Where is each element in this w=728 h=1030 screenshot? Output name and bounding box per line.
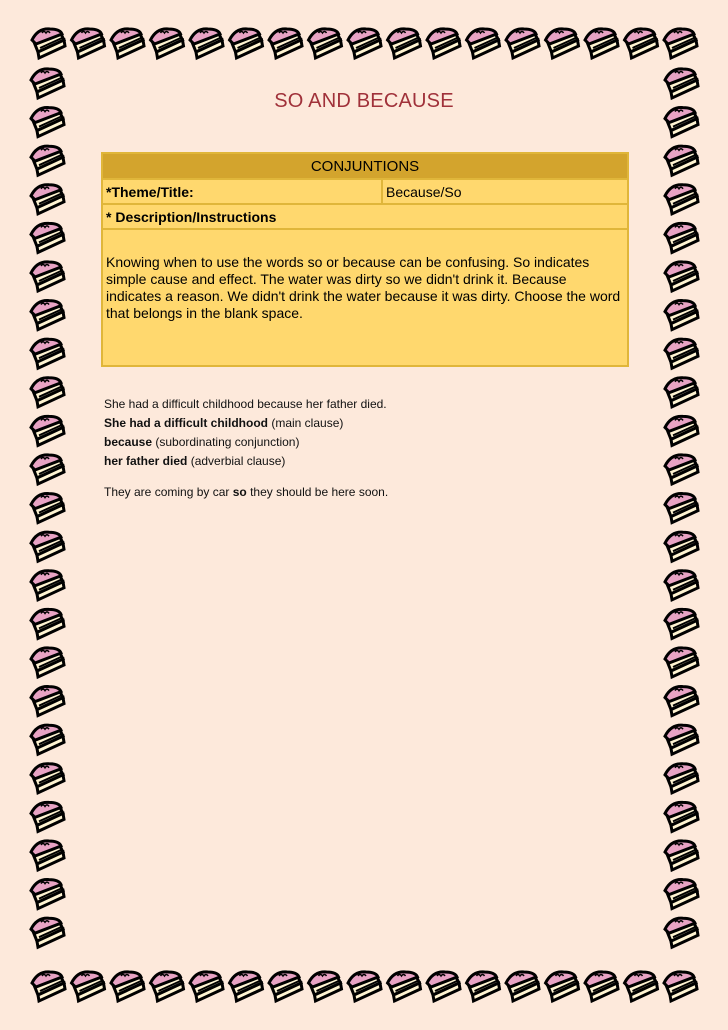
cake-slice-icon (665, 416, 698, 445)
cake-slice-icon (190, 972, 223, 1001)
theme-label: *Theme/Title: (102, 179, 382, 204)
cake-slice-icon (31, 146, 64, 175)
main-clause: She had a difficult childhood (104, 416, 268, 430)
cake-slice-icon (31, 339, 64, 368)
cake-slice-icon (31, 725, 64, 754)
info-table (101, 152, 629, 367)
cake-slice-icon (665, 223, 698, 252)
cake-slice-icon (111, 972, 144, 1001)
cake-slice-icon (665, 339, 698, 368)
cake-slice-icon (665, 725, 698, 754)
cake-slice-icon (665, 262, 698, 291)
cake-slice-icon (31, 841, 64, 870)
cake-slice-icon (665, 918, 698, 947)
cake-slice-icon (31, 223, 64, 252)
cake-slice-icon (31, 185, 64, 214)
cake-slice-icon (348, 972, 381, 1001)
cake-slice-icon (665, 146, 698, 175)
cake-slice-icon (585, 29, 618, 58)
cake-slice-icon (664, 29, 697, 58)
cake-slice-icon (31, 918, 64, 947)
cake-slice-icon (665, 301, 698, 330)
cake-slice-icon (309, 29, 342, 58)
cake-slice-icon (388, 29, 421, 58)
cake-slice-icon (388, 972, 421, 1001)
adverbial-note: (adverbial clause) (187, 454, 286, 468)
cake-slice-icon (546, 29, 579, 58)
so-word: so (232, 485, 247, 499)
theme-value: Because/So (382, 179, 628, 204)
example-section (104, 395, 604, 502)
cake-slice-icon (665, 764, 698, 793)
cake-slice-icon (665, 185, 698, 214)
cake-slice-icon (31, 532, 64, 561)
cake-slice-icon (467, 29, 500, 58)
cake-slice-icon (31, 571, 64, 600)
cake-slice-icon (625, 29, 658, 58)
cake-slice-icon (665, 841, 698, 870)
so-sentence-start: They are coming by car (104, 485, 233, 499)
cake-slice-icon (665, 687, 698, 716)
cake-slice-icon (31, 494, 64, 523)
description-text: Knowing when to use the words so or because can be confusing. So indicates simple cause and effect. The water was dirty so we didn't drink it. Because indicates a reason. We didn't drink the water because it was dirty. Choose the word that belongs in the blank space. (102, 229, 628, 366)
cake-slice-icon (665, 571, 698, 600)
description-label: * Description/Instructions (102, 204, 628, 229)
cake-slice-icon (665, 609, 698, 638)
cake-slice-icon (31, 378, 64, 407)
cake-slice-icon (665, 455, 698, 484)
page-title: SO AND BECAUSE (274, 90, 454, 112)
cake-slice-icon (111, 29, 144, 58)
so-sentence-end: they should be here soon. (246, 485, 389, 499)
cake-slice-icon (31, 802, 64, 831)
cake-slice-icon (506, 972, 539, 1001)
cake-slice-icon (151, 972, 184, 1001)
cake-slice-icon (348, 29, 381, 58)
cake-slice-icon (665, 880, 698, 909)
cake-slice-icon (665, 802, 698, 831)
cake-slice-icon (72, 29, 105, 58)
cake-slice-icon (230, 29, 263, 58)
cake-slice-icon (31, 764, 64, 793)
adverbial-line (104, 452, 604, 471)
cake-slice-icon (467, 972, 500, 1001)
cake-slice-icon (625, 972, 658, 1001)
main-clause-note: (main clause) (268, 416, 344, 430)
adverbial-clause: her father died (104, 454, 188, 468)
cake-slice-icon (269, 972, 302, 1001)
cake-slice-icon (31, 416, 64, 445)
cake-slice-icon (506, 29, 539, 58)
cake-slice-icon (31, 609, 64, 638)
cake-slice-icon (665, 648, 698, 677)
conjunction: because (104, 435, 153, 449)
cake-slice-icon (427, 29, 460, 58)
cake-slice-icon (32, 29, 65, 58)
cake-slice-icon (546, 972, 579, 1001)
conjunction-note: (subordinating conjunction) (152, 435, 300, 449)
table-header: CONJUNTIONS (102, 153, 628, 179)
cake-slice-icon (31, 880, 64, 909)
cake-slice-icon (190, 29, 223, 58)
cake-slice-icon (427, 972, 460, 1001)
cake-slice-icon (665, 494, 698, 523)
cake-slice-icon (31, 301, 64, 330)
conjunction-line (104, 433, 604, 452)
cake-slice-icon (665, 532, 698, 561)
cake-slice-icon (31, 455, 64, 484)
cake-slice-icon (309, 972, 342, 1001)
cake-slice-icon (585, 972, 618, 1001)
cake-slice-icon (664, 972, 697, 1001)
example-sentence: She had a difficult childhood because her father died. (104, 397, 387, 411)
cake-slice-icon (151, 29, 184, 58)
cake-slice-icon (72, 972, 105, 1001)
cake-slice-icon (31, 262, 64, 291)
cake-slice-icon (269, 29, 302, 58)
cake-slice-icon (31, 648, 64, 677)
so-sentence (104, 483, 604, 502)
cake-slice-icon (32, 972, 65, 1001)
cake-slice-icon (665, 378, 698, 407)
cake-slice-icon (31, 687, 64, 716)
cake-slice-icon (230, 972, 263, 1001)
main-clause-line (104, 414, 604, 433)
